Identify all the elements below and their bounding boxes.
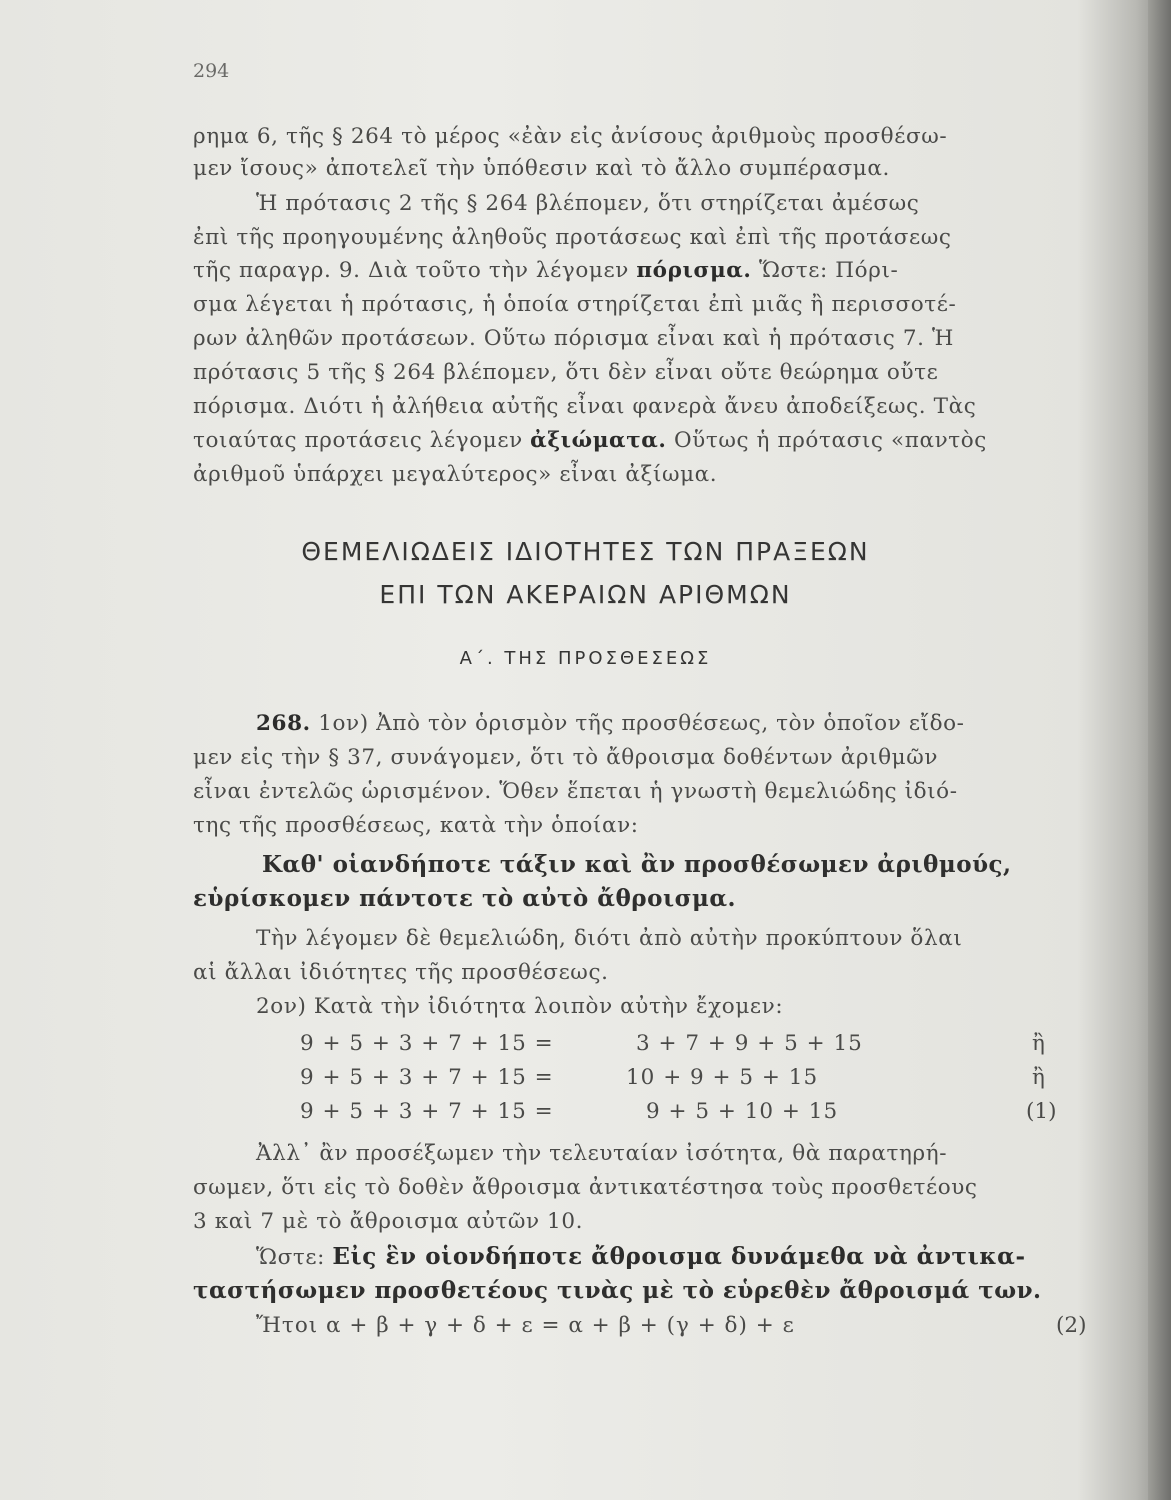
term-porisma: πόρισμα. xyxy=(636,258,752,283)
text-line xyxy=(193,428,987,453)
text-line: Τὴν λέγομεν δὲ θεμελιώδη, διότι ἀπὸ αὐτὴν προκύπτουν ὅλαι xyxy=(256,926,963,951)
text-line: μεν ἴσους» ἀποτελεῖ τὴν ὑπόθεσιν καὶ τὸ ἄλλο συμπέρασμα. xyxy=(193,156,890,181)
theorem-text: Εἰς ἓν οἱονδήποτε ἄθροισμα δυνάμεθα νὰ ἀντικα- xyxy=(332,1243,1026,1270)
equation-lhs: 9 + 5 + 3 + 7 + 15 = xyxy=(300,1065,554,1090)
text-line xyxy=(193,258,898,283)
text-span: Ὥστε: xyxy=(256,1245,333,1270)
text-line: ρημα 6, τῆς § 264 τὸ μέρος «ἐὰν εἰς ἀνίσους ἀριθμοὺς προσθέσω- xyxy=(193,124,948,149)
text-line: ἀριθμοῦ ὑπάρχει μεγαλύτερος» εἶναι ἀξίωμα. xyxy=(193,462,718,487)
equation-rhs: 9 + 5 + 10 + 15 xyxy=(646,1099,839,1124)
text-line: Ἀλλ᾿ ἂν προσέξωμεν τὴν τελευταίαν ἰσότητα, θὰ παρατηρή- xyxy=(256,1141,948,1166)
text-span: Ὥστε: Πόρι- xyxy=(751,258,899,283)
text-line: σμα λέγεται ἡ πρότασις, ἡ ὁποία στηρίζεται ἐπὶ μιᾶς ἢ περισσοτέ- xyxy=(193,292,957,317)
equation-label: (2) xyxy=(1056,1313,1087,1338)
text-line: αἱ ἄλλαι ἰδιότητες τῆς προσθέσεως. xyxy=(193,960,609,985)
final-equation: Ἤτοι α + β + γ + δ + ε = α + β + (γ + δ) + ε xyxy=(256,1313,795,1338)
text-span: τοιαύτας προτάσεις λέγομεν xyxy=(193,428,531,453)
text-line: πόρισμα. Διότι ἡ ἀλήθεια αὐτῆς εἶναι φανερὰ ἄνευ ἀποδείξεως. Τὰς xyxy=(193,394,977,419)
text-line: σωμεν, ὅτι εἰς τὸ δοθὲν ἄθροισμα ἀντικατέστησα τοὺς προσθετέους xyxy=(193,1175,978,1200)
equation-rhs: 3 + 7 + 9 + 5 + 15 xyxy=(636,1031,863,1056)
page-edge-shadow xyxy=(1148,0,1171,1500)
page-number: 294 xyxy=(193,60,230,82)
section-heading: ΕΠΙ ΤΩΝ ΑΚΕΡΑΙΩΝ ΑΡΙΘΜΩΝ xyxy=(379,580,792,609)
text-span: τῆς παραγρ. 9. Διὰ τοῦτο τὴν λέγομεν xyxy=(193,258,637,283)
text-line: ρων ἀληθῶν προτάσεων. Οὕτω πόρισμα εἶναι καὶ ἡ πρότασις 7. Ἡ xyxy=(193,326,954,351)
text-line: μεν εἰς τὴν § 37, συνάγομεν, ὅτι τὸ ἄθροισμα δοθέντων ἀριθμῶν xyxy=(193,745,939,770)
text-line xyxy=(256,711,965,736)
text-line: 3 καὶ 7 μὲ τὸ ἄθροισμα αὐτῶν 10. xyxy=(193,1209,584,1234)
text-line: 2ον) Κατὰ τὴν ἰδιότητα λοιπὸν αὐτὴν ἔχομεν: xyxy=(256,994,784,1019)
text-line: πρότασις 5 τῆς § 264 βλέπομεν, ὅτι δὲν εἶναι οὔτε θεώρημα οὔτε xyxy=(193,360,939,385)
text-line: της τῆς προσθέσεως, κατὰ τὴν ὁποίαν: xyxy=(193,813,639,838)
equation-rhs: 10 + 9 + 5 + 15 xyxy=(626,1065,819,1090)
equation-lhs: 9 + 5 + 3 + 7 + 15 = xyxy=(300,1031,554,1056)
text-span: Οὕτως ἡ πρότασις «παντὸς xyxy=(666,428,987,453)
term-axiomata: ἀξιώματα. xyxy=(530,428,667,453)
text-line: Ἡ πρότασις 2 τῆς § 264 βλέπομεν, ὅτι στηρίζεται ἀμέσως xyxy=(256,191,920,216)
section-heading: ΘΕΜΕΛΙΩΔΕΙΣ ΙΔΙΟΤΗΤΕΣ ΤΩΝ ΠΡΑΞΕΩΝ xyxy=(301,537,870,566)
text-span: 1ον) Ἀπὸ τὸν ὁρισμὸν τῆς προσθέσεως, τὸν ὁποῖον εἴδο- xyxy=(310,711,965,736)
subsection-heading: Α΄. ΤΗΣ ΠΡΟΣΘΕΣΕΩΣ xyxy=(459,648,712,669)
theorem-line: εὑρίσκομεν πάντοτε τὸ αὐτὸ ἄθροισμα. xyxy=(193,885,737,912)
paragraph-number: 268. xyxy=(256,711,311,736)
theorem-line: ταστήσωμεν προσθετέους τινὰς μὲ τὸ εὑρεθὲν ἄθροισμά των. xyxy=(193,1277,1042,1304)
text-line xyxy=(256,1243,1026,1270)
equation-label: ἢ xyxy=(1032,1065,1045,1090)
equation-label: ἢ xyxy=(1032,1031,1045,1056)
text-line: ἐπὶ τῆς προηγουμένης ἀληθοῦς προτάσεως καὶ ἐπὶ τῆς προτάσεως xyxy=(193,225,952,250)
equation-lhs: 9 + 5 + 3 + 7 + 15 = xyxy=(300,1099,554,1124)
theorem-line: Καθ' οἱανδήποτε τάξιν καὶ ἂν προσθέσωμεν ἀριθμούς, xyxy=(262,851,1012,878)
equation-label: (1) xyxy=(1026,1099,1057,1124)
text-line: εἶναι ἐντελῶς ὡρισμένον. Ὅθεν ἕπεται ἡ γνωστὴ θεμελιώδης ἰδιό- xyxy=(193,779,958,804)
